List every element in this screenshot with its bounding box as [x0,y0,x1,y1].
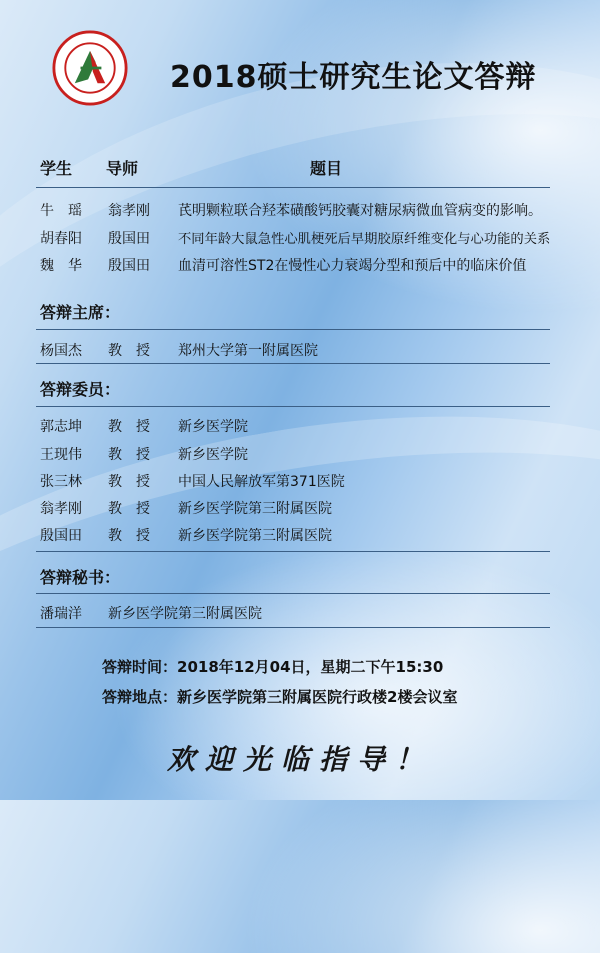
divider [36,329,550,330]
chair-name: 杨国杰 [40,343,82,359]
defense-advisor: 翁孝刚 [108,203,150,219]
welcome-message: 欢迎光临指导！ [166,743,433,776]
chair-title: 教 授 [108,343,150,359]
defense-time-label: 答辩时间： [102,658,178,676]
committee-member-org: 新乡医学院 [178,447,248,463]
defense-advisor: 殷国田 [108,231,150,247]
committee-heading: 答辩委员： [40,380,121,399]
defense-place-value: 新乡医学院第三附属医院行政楼2楼会议室 [177,688,458,706]
defense-student: 胡春阳 [40,231,82,247]
defense-topic: 不同年龄大鼠急性心肌梗死后早期胶原纤维变化与心功能的关系 [178,232,551,247]
committee-member-name: 张三林 [40,474,82,490]
header-advisor: 导师 [106,159,139,178]
defense-time-value: 2018年12月04日，星期二下午15:30 [177,658,444,676]
divider [36,551,550,552]
secretary-heading: 答辩秘书： [40,568,121,587]
secretary-name: 潘瑞洋 [40,606,82,622]
page-title: 2018硕士研究生论文答辩 [170,60,537,95]
school-emblem-icon [52,30,128,106]
committee-member-org: 新乡医学院 [178,419,248,435]
committee-member-name: 郭志坤 [40,419,82,435]
committee-member-name: 殷国田 [40,528,82,544]
defense-topic: 血清可溶性ST2在慢性心力衰竭分型和预后中的临床价值 [178,258,527,274]
committee-member-title: 教 授 [108,528,150,544]
defense-topic: 芪明颗粒联合羟苯磺酸钙胶囊对糖尿病微血管病变的影响。 [178,203,542,219]
defense-time [102,656,443,677]
committee-member-title: 教 授 [108,501,150,517]
chair-org: 郑州大学第一附属医院 [178,343,318,359]
committee-member-name: 翁孝刚 [40,501,82,517]
committee-member-title: 教 授 [108,447,150,463]
committee-member-org: 新乡医学院第三附属医院 [178,501,332,517]
committee-member-name: 王现伟 [40,447,82,463]
defense-student: 牛 瑶 [40,203,82,219]
committee-member-title: 教 授 [108,419,150,435]
secretary-org: 新乡医学院第三附属医院 [108,606,262,622]
committee-member-org: 中国人民解放军第371医院 [178,474,345,490]
committee-member-title: 教 授 [108,474,150,490]
chair-heading: 答辩主席： [40,303,121,322]
header-topic: 题目 [310,159,343,178]
defense-advisor: 殷国田 [108,258,150,274]
divider [36,593,550,594]
divider [36,187,550,188]
committee-member-org: 新乡医学院第三附属医院 [178,528,332,544]
divider [36,406,550,407]
defense-student: 魏 华 [40,258,82,274]
defense-place [102,686,457,707]
divider [36,363,550,364]
header-student: 学生 [40,159,73,178]
defense-place-label: 答辩地点： [102,688,178,706]
divider [36,627,550,628]
